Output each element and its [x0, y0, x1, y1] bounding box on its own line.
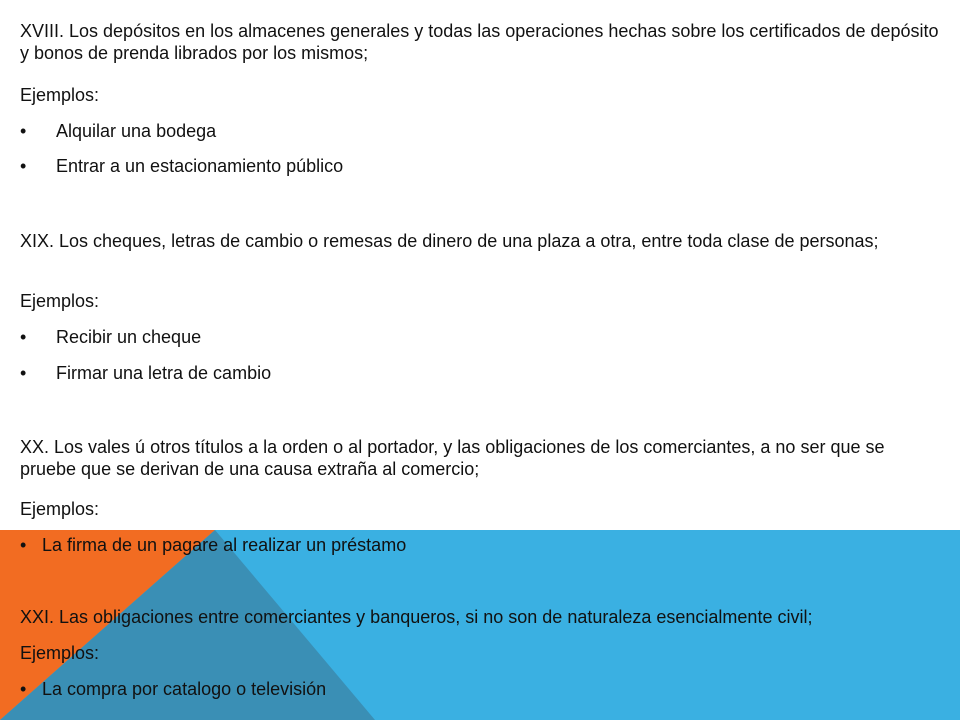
section-xx-text: XX. Los vales ú otros títulos a la orden o al portador, y las obligaciones de los comerciantes, a no ser que se pruebe que se derivan de una causa extraña al comercio;	[20, 437, 885, 479]
section-xxi-text: XXI. Las obligaciones entre comerciantes y banqueros, si no son de naturaleza esencialmente civil;	[20, 607, 813, 627]
section-xx-examples-label: Ejemplos:	[20, 499, 100, 519]
list-item-text: La firma de un pagare al realizar un préstamo	[42, 535, 407, 555]
list-item-text: Entrar a un estacionamiento público	[56, 156, 344, 176]
section-xviii-text: XVIII. Los depósitos en los almacenes generales y todas las operaciones hechas sobre los certificados de depósito y bonos de prenda librados por los mismos;	[20, 21, 939, 63]
bullet-icon: •	[20, 535, 27, 555]
list-item	[20, 326, 201, 348]
section-xix-examples-label: Ejemplos:	[20, 291, 100, 311]
bullet-icon: •	[20, 679, 27, 699]
section-xxi-examples-label: Ejemplos:	[20, 643, 100, 663]
bullet-icon: •	[20, 156, 27, 176]
list-item	[20, 362, 271, 384]
list-item	[20, 120, 216, 142]
list-item-text: Firmar una letra de cambio	[56, 363, 272, 383]
section-xviii-examples-label: Ejemplos:	[20, 85, 100, 105]
list-item	[20, 678, 326, 700]
bullet-icon: •	[20, 121, 27, 141]
list-item-text: Alquilar una bodega	[56, 121, 217, 141]
section-xix-text: XIX. Los cheques, letras de cambio o remesas de dinero de una plaza a otra, entre toda clase de personas;	[20, 231, 879, 251]
bullet-icon: •	[20, 327, 27, 347]
list-item-text: La compra por catalogo o televisión	[42, 679, 327, 699]
list-item-text: Recibir un cheque	[56, 327, 202, 347]
bullet-icon: •	[20, 363, 27, 383]
list-item	[20, 155, 343, 177]
list-item	[20, 534, 406, 556]
